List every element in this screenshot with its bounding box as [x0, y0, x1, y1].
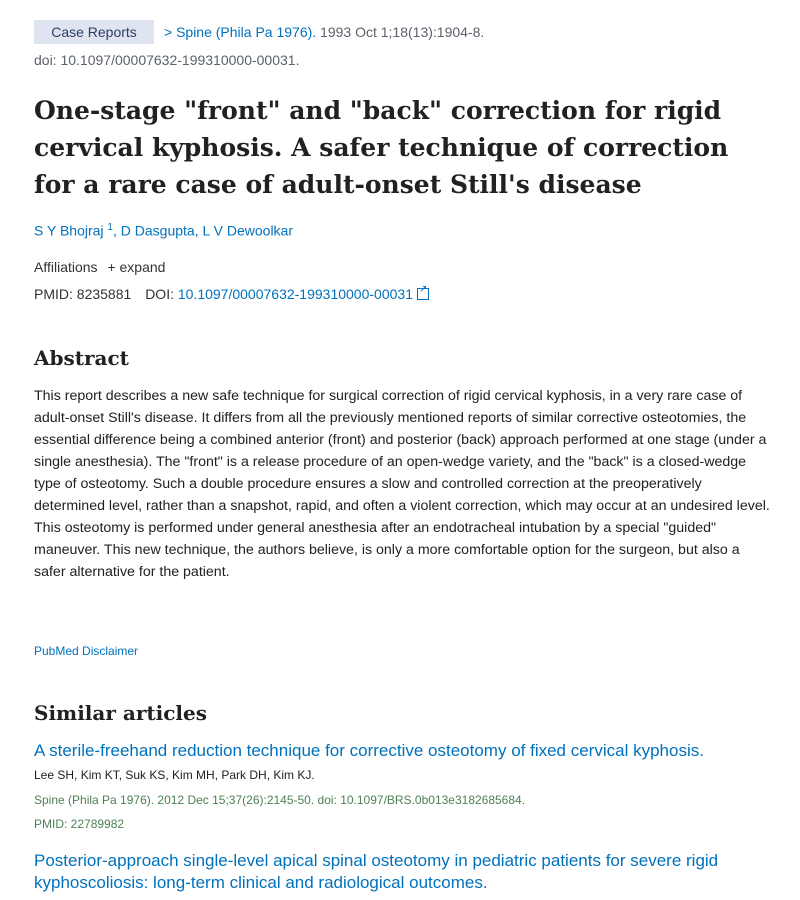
affiliation-superscript[interactable]: 1	[107, 222, 113, 233]
similar-article-pmid: PMID: 22789982	[34, 817, 125, 831]
author-link[interactable]: L V Dewoolkar	[202, 222, 294, 239]
article-title: One-stage "front" and "back" correction for rigid cervical kyphosis. A safer technique of correction for a rare case of adult-onset Still's disease	[34, 96, 729, 199]
author-link[interactable]: D Dasgupta	[120, 222, 195, 239]
affiliations-row	[34, 259, 165, 275]
header-doi: doi: 10.1097/00007632-199310000-00031.	[34, 52, 300, 68]
similar-article-title[interactable]: A sterile-freehand reduction technique for corrective osteotomy of fixed cervical kyphosis.	[34, 741, 704, 760]
similar-articles-heading: Similar articles	[34, 701, 207, 725]
pmid-value: PMID: 8235881	[34, 286, 132, 302]
expand-affiliations-button[interactable]: + expand	[107, 259, 166, 275]
similar-article-authors: Lee SH, Kim KT, Suk KS, Kim MH, Park DH, Kim KJ.	[34, 768, 315, 782]
journal-citation-line	[164, 21, 484, 43]
affiliations-label: Affiliations	[34, 259, 98, 275]
doi-link[interactable]: 10.1097/00007632-199310000-00031	[177, 286, 413, 302]
doi-label: DOI:	[145, 286, 178, 302]
journal-link[interactable]: > Spine (Phila Pa 1976).	[164, 24, 317, 40]
citation-date: 1993 Oct 1;18(13):1904-8.	[316, 24, 485, 40]
abstract-text: This report describes a new safe technique for surgical correction of rigid cervical kyphosis, in a very rare case of adult-onset Still's disease. It differs from all the previously mentioned reports of similar corrective osteotomies, the essential difference being a combined anterior (front) and posterior (back) approach performed at one stage (under a single anesthesia). The "front" is a release procedure of an open-wedge variety, and the "back" is a closed-wedge type of osteotomy. Such a double procedure ensures a slow and controlled correction at the preoperatively determined level, rather than a snapshot, rapid, and often a violent correction, which may occur at an undesired level. This osteotomy is performed under general anesthesia after an endotracheal intubation by a special "guided" maneuver. This new technique, the authors believe, is only a more comfortable option for the surgeon, but also a safer alternative for the patient.	[34, 388, 770, 580]
identifiers-row	[34, 286, 429, 302]
pubmed-disclaimer-link[interactable]: PubMed Disclaimer	[34, 644, 139, 658]
abstract-heading: Abstract	[34, 346, 129, 370]
publication-type-badge[interactable]: Case Reports	[34, 20, 154, 44]
similar-article-journal: Spine (Phila Pa 1976). 2012 Dec 15;37(26):2145-50. doi: 10.1097/BRS.0b013e3182685684.	[34, 793, 526, 807]
author-link[interactable]: S Y Bhojraj	[34, 222, 104, 239]
external-link-icon[interactable]	[417, 288, 429, 300]
authors-list: S Y Bhojraj $^1$, D Dasgupta, L V Dewoolkar	[34, 222, 294, 239]
similar-article-title[interactable]: Posterior-approach single-level apical spinal osteotomy in pediatric patients for severe rigid kyphoscoliosis: long-term clinical and radiological outcomes.	[34, 851, 719, 892]
